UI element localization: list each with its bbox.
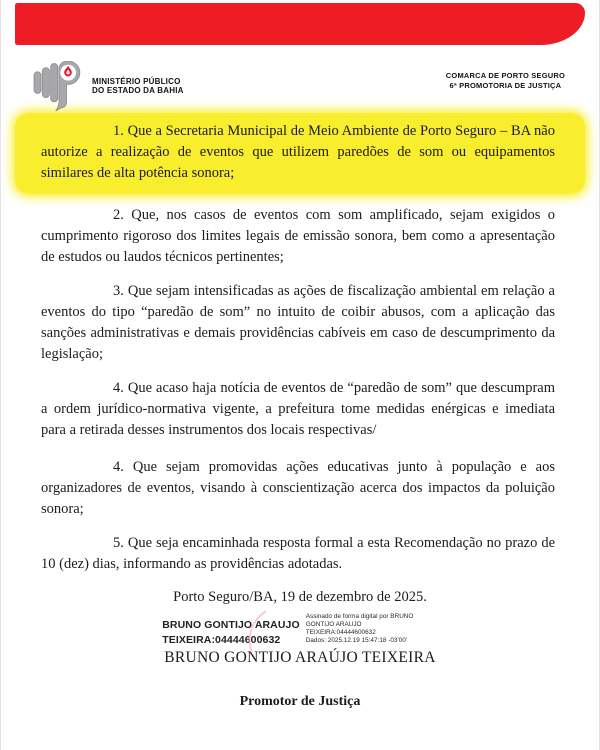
comarca-line2: 6ª PROMOTORIA DE JUSTIÇA [449,80,562,90]
mp-brand [33,61,184,111]
document-paragraphs [1,113,599,575]
comarca-block [446,71,565,90]
paragraph-highlighted: 1. Que a Secretaria Municipal de Meio Ambiente de Porto Seguro – BA não autorize a realização de eventos que utilizem paredões de som ou equipamentos similares de alta potência sonora; [15,113,585,194]
certificate-detail-line1: Assinado de forma digital por BRUNO [305,613,414,620]
org-name-line1: MINISTÉRIO PÚBLICO [92,76,181,86]
certificate-detail-line4: Dados: 2025.12.19 15:47:18 -03'00' [305,637,407,644]
signer-title: Promotor de Justiça [239,694,361,709]
certificate-details [306,613,438,645]
signer-name: BRUNO GONTIJO ARAÚJO TEIXEIRA [164,649,436,666]
signature-area [1,613,599,710]
org-name-line2: DO ESTADO DA BAHIA [92,86,184,95]
paragraph: 4. Que sejam promovidas ações educativas junto à população e aos organizadores de eventos, visando à conscientização acerca dos impactos da poluição sonora; [41,459,555,517]
comarca-line1: COMARCA DE PORTO SEGURO [445,71,565,80]
date-line: Porto Seguro/BA, 19 de dezembro de 2025. [173,589,427,605]
paragraph: 5. Que seja encaminhada resposta formal a esta Recomendação no prazo de 10 (dez) dias, informando as providências adotadas. [41,535,555,572]
paragraph: 3. Que sejam intensificadas as ações de fiscalização ambiental em relação a eventos do tipo “paredão de som” no intuito de coibir abusos, com a aplicação das sanções administrativas e demais providências cabíveis em caso de descumprimento da legislação; [41,283,555,362]
header-red-band [15,3,585,45]
mp-bahia-logo-icon [33,61,85,111]
certificate-name-line2: TEIXEIRA:04444600632 [162,633,281,646]
certificate-detail-line3: TEIXEIRA:04444600632 [305,629,376,636]
digital-signature-stamp [1,613,599,647]
org-name [92,77,184,96]
paragraph: 4. Que acaso haja notícia de eventos de “paredão de som” que descumpram a ordem jurídico-normativa vigente, a prefeitura tome medidas enérgicas e imediata para a retirada desses instrumentos dos locais respectivas/ [41,380,555,438]
certificate-name [162,613,300,647]
letterhead [1,61,599,113]
paragraph: 2. Que, nos casos de eventos com som amplificado, sejam exigidos o cumprimento rigoroso dos limites legais de emissão sonora, bem como a apresentação de estudos ou laudos técnicos pertinentes; [41,207,555,265]
certificate-name-line1: BRUNO GONTIJO ARAUJO [162,619,300,631]
certificate-detail-line2: GONTIJO ARAUJO [305,621,362,628]
